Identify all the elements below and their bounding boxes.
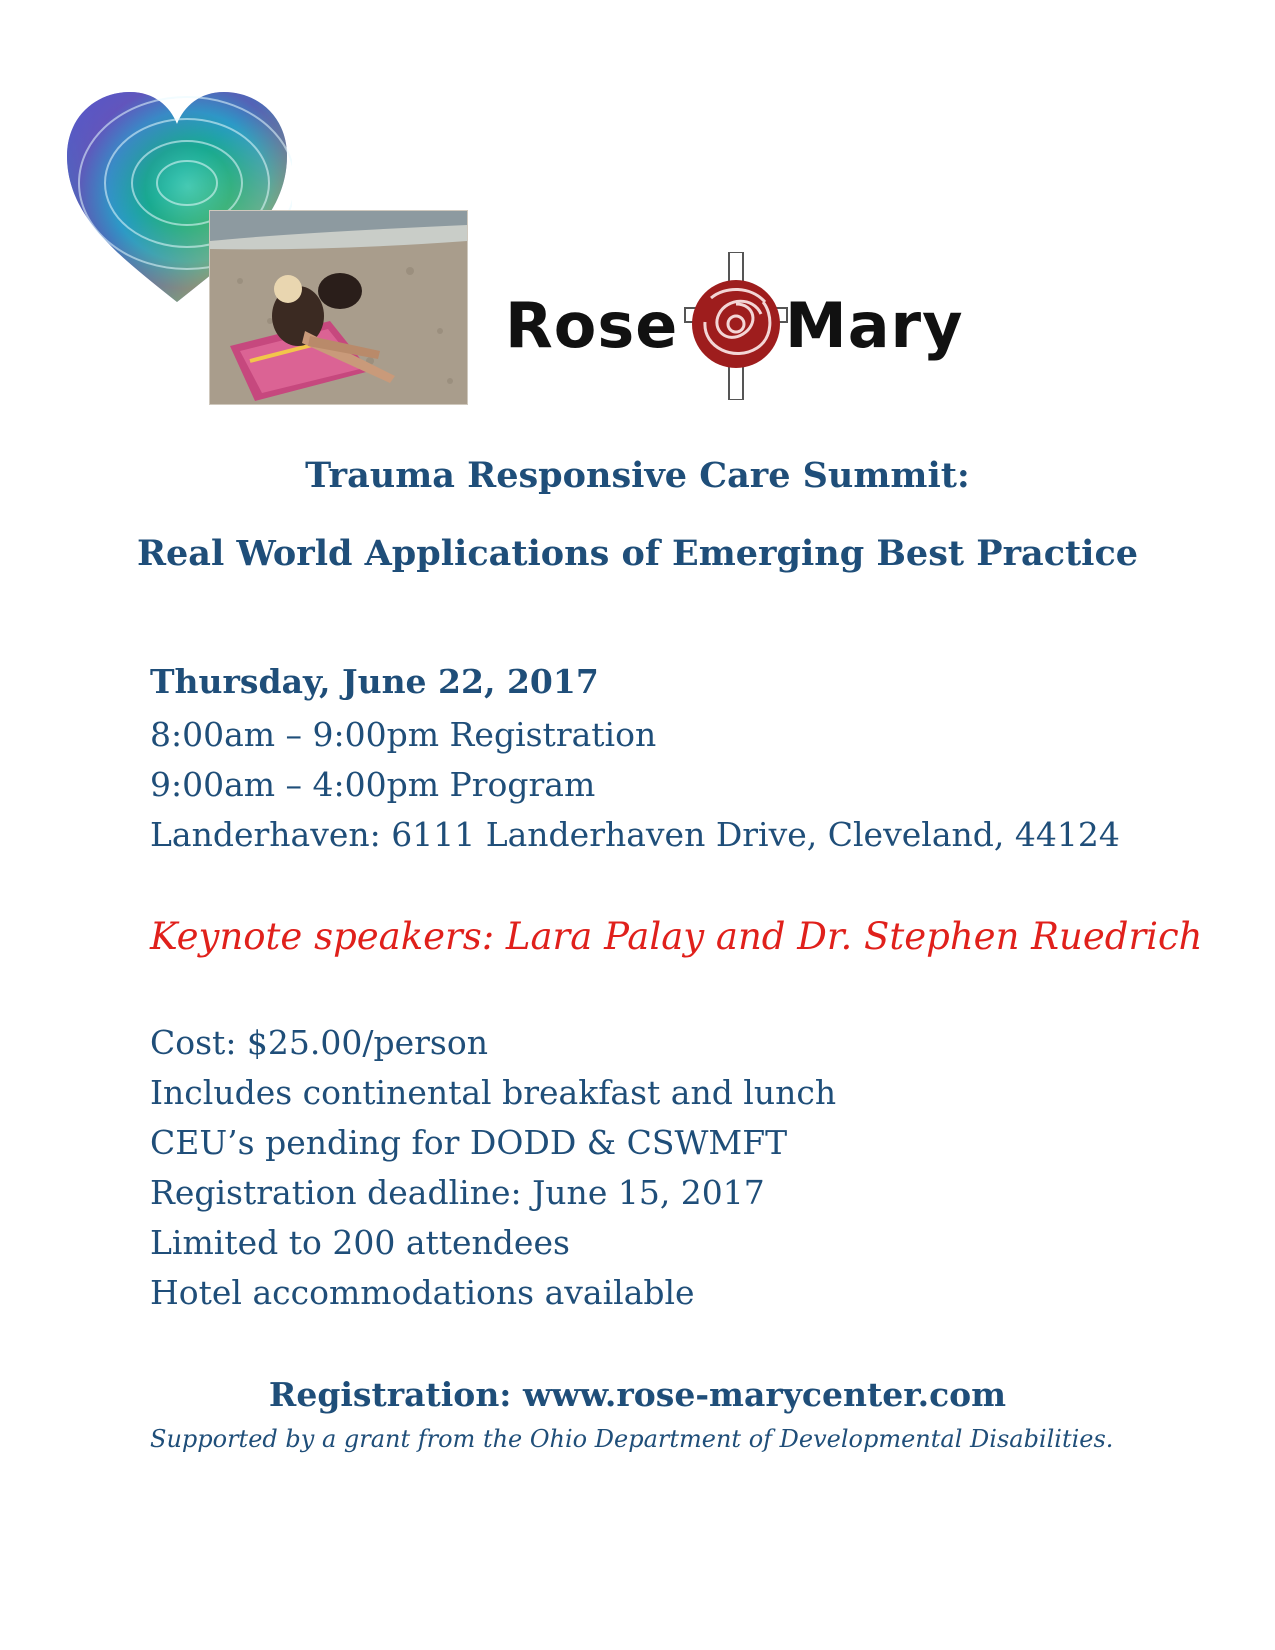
event-details-list <box>150 1018 836 1318</box>
venue-address: Landerhaven: 6111 Landerhaven Drive, Cleveland, 44124 <box>150 815 1120 854</box>
detail-cost: Cost: $25.00/person <box>150 1023 488 1062</box>
grant-support-note: Supported by a grant from the Ohio Department of Developmental Disabilities. <box>150 1425 1114 1453</box>
detail-ceu: CEU’s pending for DODD & CSWMFT <box>150 1123 788 1162</box>
program-time: 9:00am – 4:00pm Program <box>150 765 596 804</box>
event-date: Thursday, June 22, 2017 <box>150 662 599 701</box>
logo-text-rose: Rose <box>505 289 679 362</box>
beach-photo <box>209 210 468 405</box>
detail-meals: Includes continental breakfast and lunch <box>150 1073 837 1112</box>
detail-deadline: Registration deadline: June 15, 2017 <box>150 1173 765 1212</box>
keynote-speakers: Keynote speakers: Lara Palay and Dr. Stephen Ruedrich <box>150 915 1203 958</box>
detail-hotel: Hotel accommodations available <box>150 1273 695 1312</box>
detail-capacity: Limited to 200 attendees <box>150 1223 570 1262</box>
logo-text-mary: Mary <box>785 289 964 362</box>
registration-time: 8:00am – 9:00pm Registration <box>150 715 657 754</box>
registration-link[interactable]: Registration: www.rose-marycenter.com <box>268 1375 1007 1414</box>
event-title: Trauma Responsive Care Summit: <box>305 455 970 496</box>
rose-mary-logo <box>505 252 1015 400</box>
event-subtitle: Real World Applications of Emerging Best Practice <box>136 533 1139 574</box>
rose-cross-icon <box>685 252 787 400</box>
